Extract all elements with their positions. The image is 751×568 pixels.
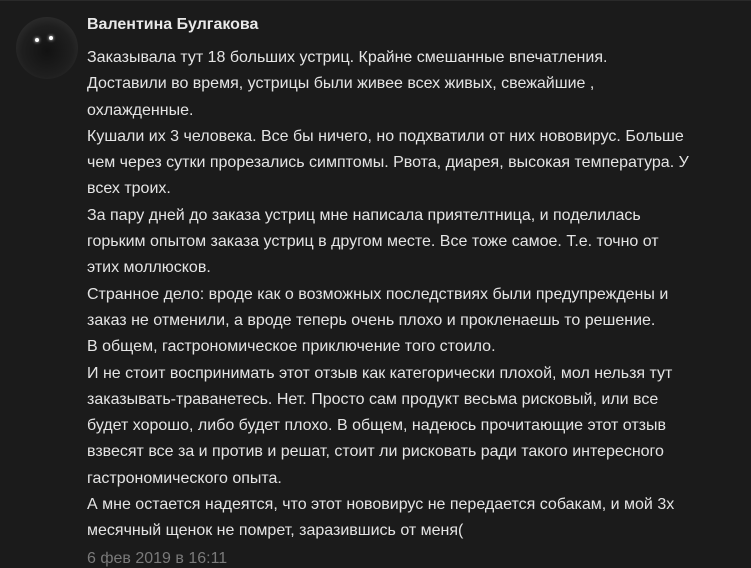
- comment-line: И не стоит воспринимать этот отзыв как категорически плохой, мол нельзя тут: [87, 364, 673, 382]
- comment-line: всех троих.: [87, 180, 171, 198]
- comment-line: взвесят все за и против и решат, стоит ли рисковать ради такого интересного: [87, 443, 664, 461]
- author-name[interactable]: Валентина Булгакова: [87, 16, 259, 33]
- comment-line: заказывать-траванетесь. Нет. Просто сам продукт весьма рисковый, или все: [87, 390, 659, 408]
- top-divider: [0, 0, 751, 1]
- comment-line: горьким опытом заказа устриц в другом месте. Все тоже самое. Т.е. точно от: [87, 233, 659, 251]
- avatar[interactable]: [16, 17, 78, 79]
- comment-line: В общем, гастрономическое приключение того стоило.: [87, 338, 496, 356]
- comment-line: месячный щенок не помрет, заразившись от меня(: [87, 522, 464, 540]
- comment-line: За пару дней до заказа устриц мне написала приятелтница, и поделилась: [87, 206, 641, 224]
- comment-line: чем через сутки прорезались симптомы. Рвота, диарея, высокая температура. У: [87, 154, 689, 172]
- comment-date[interactable]: 6 фев 2019 в 16:11: [87, 550, 228, 567]
- comment-line: Заказывала тут 18 больших устриц. Крайне смешанные впечатления.: [87, 49, 608, 66]
- comment-line: Странное дело: вроде как о возможных последствиях были предупреждены и: [87, 285, 669, 303]
- comment-line: Кушали их 3 человека. Все бы ничего, но подхватили от них нововирус. Больше: [87, 127, 684, 145]
- comment-line: гастрономического опыта.: [87, 469, 282, 487]
- comment-line: А мне остается надеятся, что этот нововирус не передается собакам, и мой 3х: [87, 496, 675, 514]
- comment-text: [87, 45, 689, 545]
- avatar-eye: [35, 38, 39, 42]
- comment-line: будет хорошо, либо будет плохо. В общем, надеюсь прочитающие этот отзыв: [87, 417, 667, 435]
- comment-line: этих моллюсков.: [87, 259, 211, 277]
- avatar-eye: [49, 36, 53, 40]
- comment-line: Доставили во время, устрицы были живее всех живых, свежайшие ,: [87, 75, 595, 93]
- comment-line: заказ не отменили, а вроде теперь очень плохо и прокленаешь то решение.: [87, 311, 656, 329]
- comment-line: охлажденные.: [87, 101, 194, 119]
